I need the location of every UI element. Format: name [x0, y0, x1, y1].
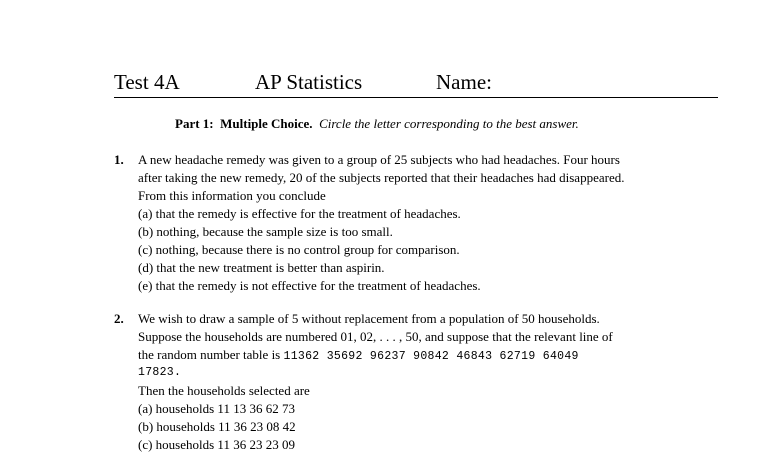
question-number: 1.	[114, 152, 124, 167]
question-prompt: Then the households selected are	[138, 383, 310, 398]
part-name: Multiple Choice.	[220, 116, 313, 131]
answer-choice-c[interactable]: (c) households 11 36 23 23 09	[138, 437, 295, 452]
answer-choice-c[interactable]: (c) nothing, because there is no control group for comparison.	[138, 242, 460, 257]
question-stem-line: after taking the new remedy, 20 of the subjects reported that their headaches had disappeared.	[138, 170, 625, 185]
question-number: 2.	[114, 311, 124, 326]
question-body	[138, 151, 718, 295]
question-stem-line: From this information you conclude	[138, 188, 326, 203]
question-stem-line: We wish to draw a sample of 5 without replacement from a population of 50 households.	[138, 311, 600, 326]
part-label: Part 1:	[175, 116, 214, 131]
answer-choice-b[interactable]: (b) nothing, because the sample size is too small.	[138, 224, 393, 239]
random-digits: 11362 35692 96237 90842 46843 62719 64049	[283, 350, 579, 363]
answer-choice-b[interactable]: (b) households 11 36 23 08 42	[138, 419, 296, 434]
course-label: AP Statistics	[255, 70, 363, 94]
random-table-line	[138, 346, 718, 364]
test-header	[114, 70, 718, 98]
answer-choice-a[interactable]: (a) households 11 13 36 62 73	[138, 401, 295, 416]
answer-choice-d[interactable]: (d) that the new treatment is better than aspirin.	[138, 260, 385, 275]
part-instruction: Circle the letter corresponding to the best answer.	[319, 116, 579, 131]
random-digits-continued: 17823.	[138, 366, 182, 379]
part-title	[175, 116, 579, 132]
answer-choice-a[interactable]: (a) that the remedy is effective for the treatment of headaches.	[138, 206, 461, 221]
name-label: Name:	[436, 70, 492, 94]
table-intro: the random number table is	[138, 347, 284, 362]
answer-choice-e[interactable]: (e) that the remedy is not effective for the treatment of headaches.	[138, 278, 481, 293]
question-stem-line: Suppose the households are numbered 01, 02, . . . , 50, and suppose that the relevant line of	[138, 329, 613, 344]
test-label: Test 4A	[114, 70, 180, 94]
question-stem-line: A new headache remedy was given to a group of 25 subjects who had headaches. Four hours	[138, 152, 620, 167]
question-body	[138, 310, 718, 454]
